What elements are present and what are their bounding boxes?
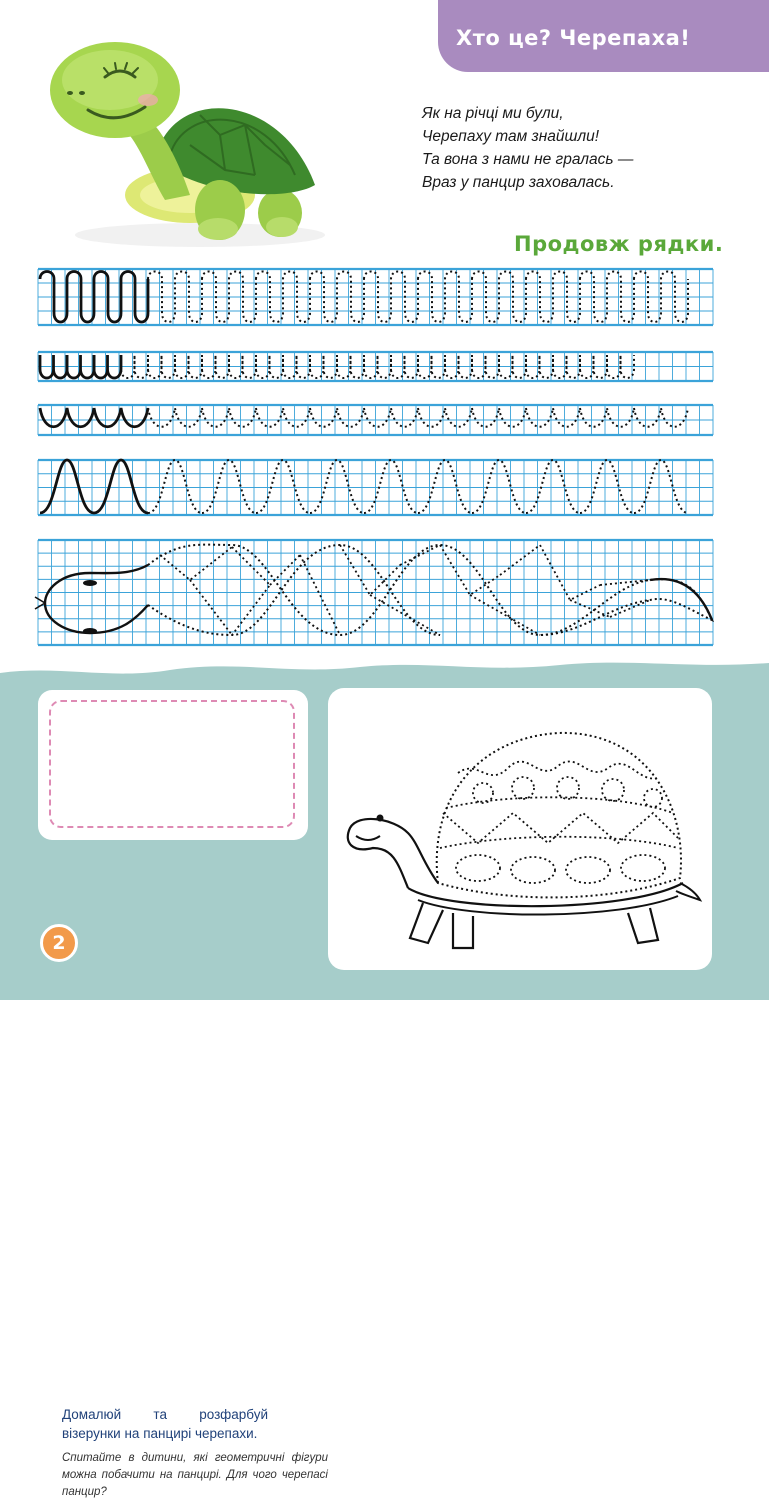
poem-line: Та вона з нами не гралась — bbox=[422, 151, 634, 168]
bowl-pattern bbox=[148, 408, 202, 427]
peak-pattern bbox=[40, 460, 94, 513]
peak-pattern bbox=[310, 460, 364, 513]
bowl-pattern bbox=[472, 408, 526, 427]
exercise-instruction: Продовж рядки. bbox=[514, 232, 724, 256]
row-patterns bbox=[40, 272, 688, 514]
bowl-pattern bbox=[256, 408, 310, 427]
peak-pattern bbox=[148, 460, 202, 513]
hint-body: Спитайте в дитини, які геометричні фігури можна побачити на панцирі. Для чого черепасі панцир? bbox=[62, 1452, 328, 1498]
bowl-pattern bbox=[418, 408, 472, 427]
peak-pattern bbox=[634, 460, 688, 513]
tracing-grid bbox=[0, 255, 769, 650]
bowl-pattern bbox=[94, 408, 148, 427]
snake-tracing bbox=[35, 545, 712, 635]
hint-border bbox=[49, 700, 295, 828]
poem-line: Враз у панцир заховалась. bbox=[422, 174, 615, 191]
bowl-pattern bbox=[40, 408, 94, 427]
turtle-outline bbox=[328, 688, 712, 970]
bowl-pattern bbox=[634, 408, 688, 427]
peak-pattern bbox=[202, 460, 256, 513]
peak-pattern bbox=[94, 460, 148, 513]
hint-title: Домалюй та розфарбуй візерунки на панцирі черепахи. bbox=[62, 1407, 268, 1441]
poem-line: Черепаху там знайшли! bbox=[422, 128, 600, 145]
bowl-pattern bbox=[202, 408, 256, 427]
bowl-pattern bbox=[580, 408, 634, 427]
peak-pattern bbox=[526, 460, 580, 513]
peak-pattern bbox=[364, 460, 418, 513]
peak-pattern bbox=[580, 460, 634, 513]
poem bbox=[422, 102, 633, 194]
hint-card bbox=[38, 690, 328, 1498]
peak-pattern bbox=[418, 460, 472, 513]
peak-pattern bbox=[472, 460, 526, 513]
page-number-badge: 2 bbox=[40, 924, 78, 962]
coloring-card bbox=[328, 688, 712, 970]
bowl-pattern bbox=[310, 408, 364, 427]
poem-line: Як на річці ми були, bbox=[422, 105, 564, 122]
turtle-illustration bbox=[30, 35, 330, 250]
bowl-pattern bbox=[526, 408, 580, 427]
peak-pattern bbox=[256, 460, 310, 513]
bowl-pattern bbox=[364, 408, 418, 427]
page-title: Хто це? Черепаха! bbox=[456, 26, 691, 50]
